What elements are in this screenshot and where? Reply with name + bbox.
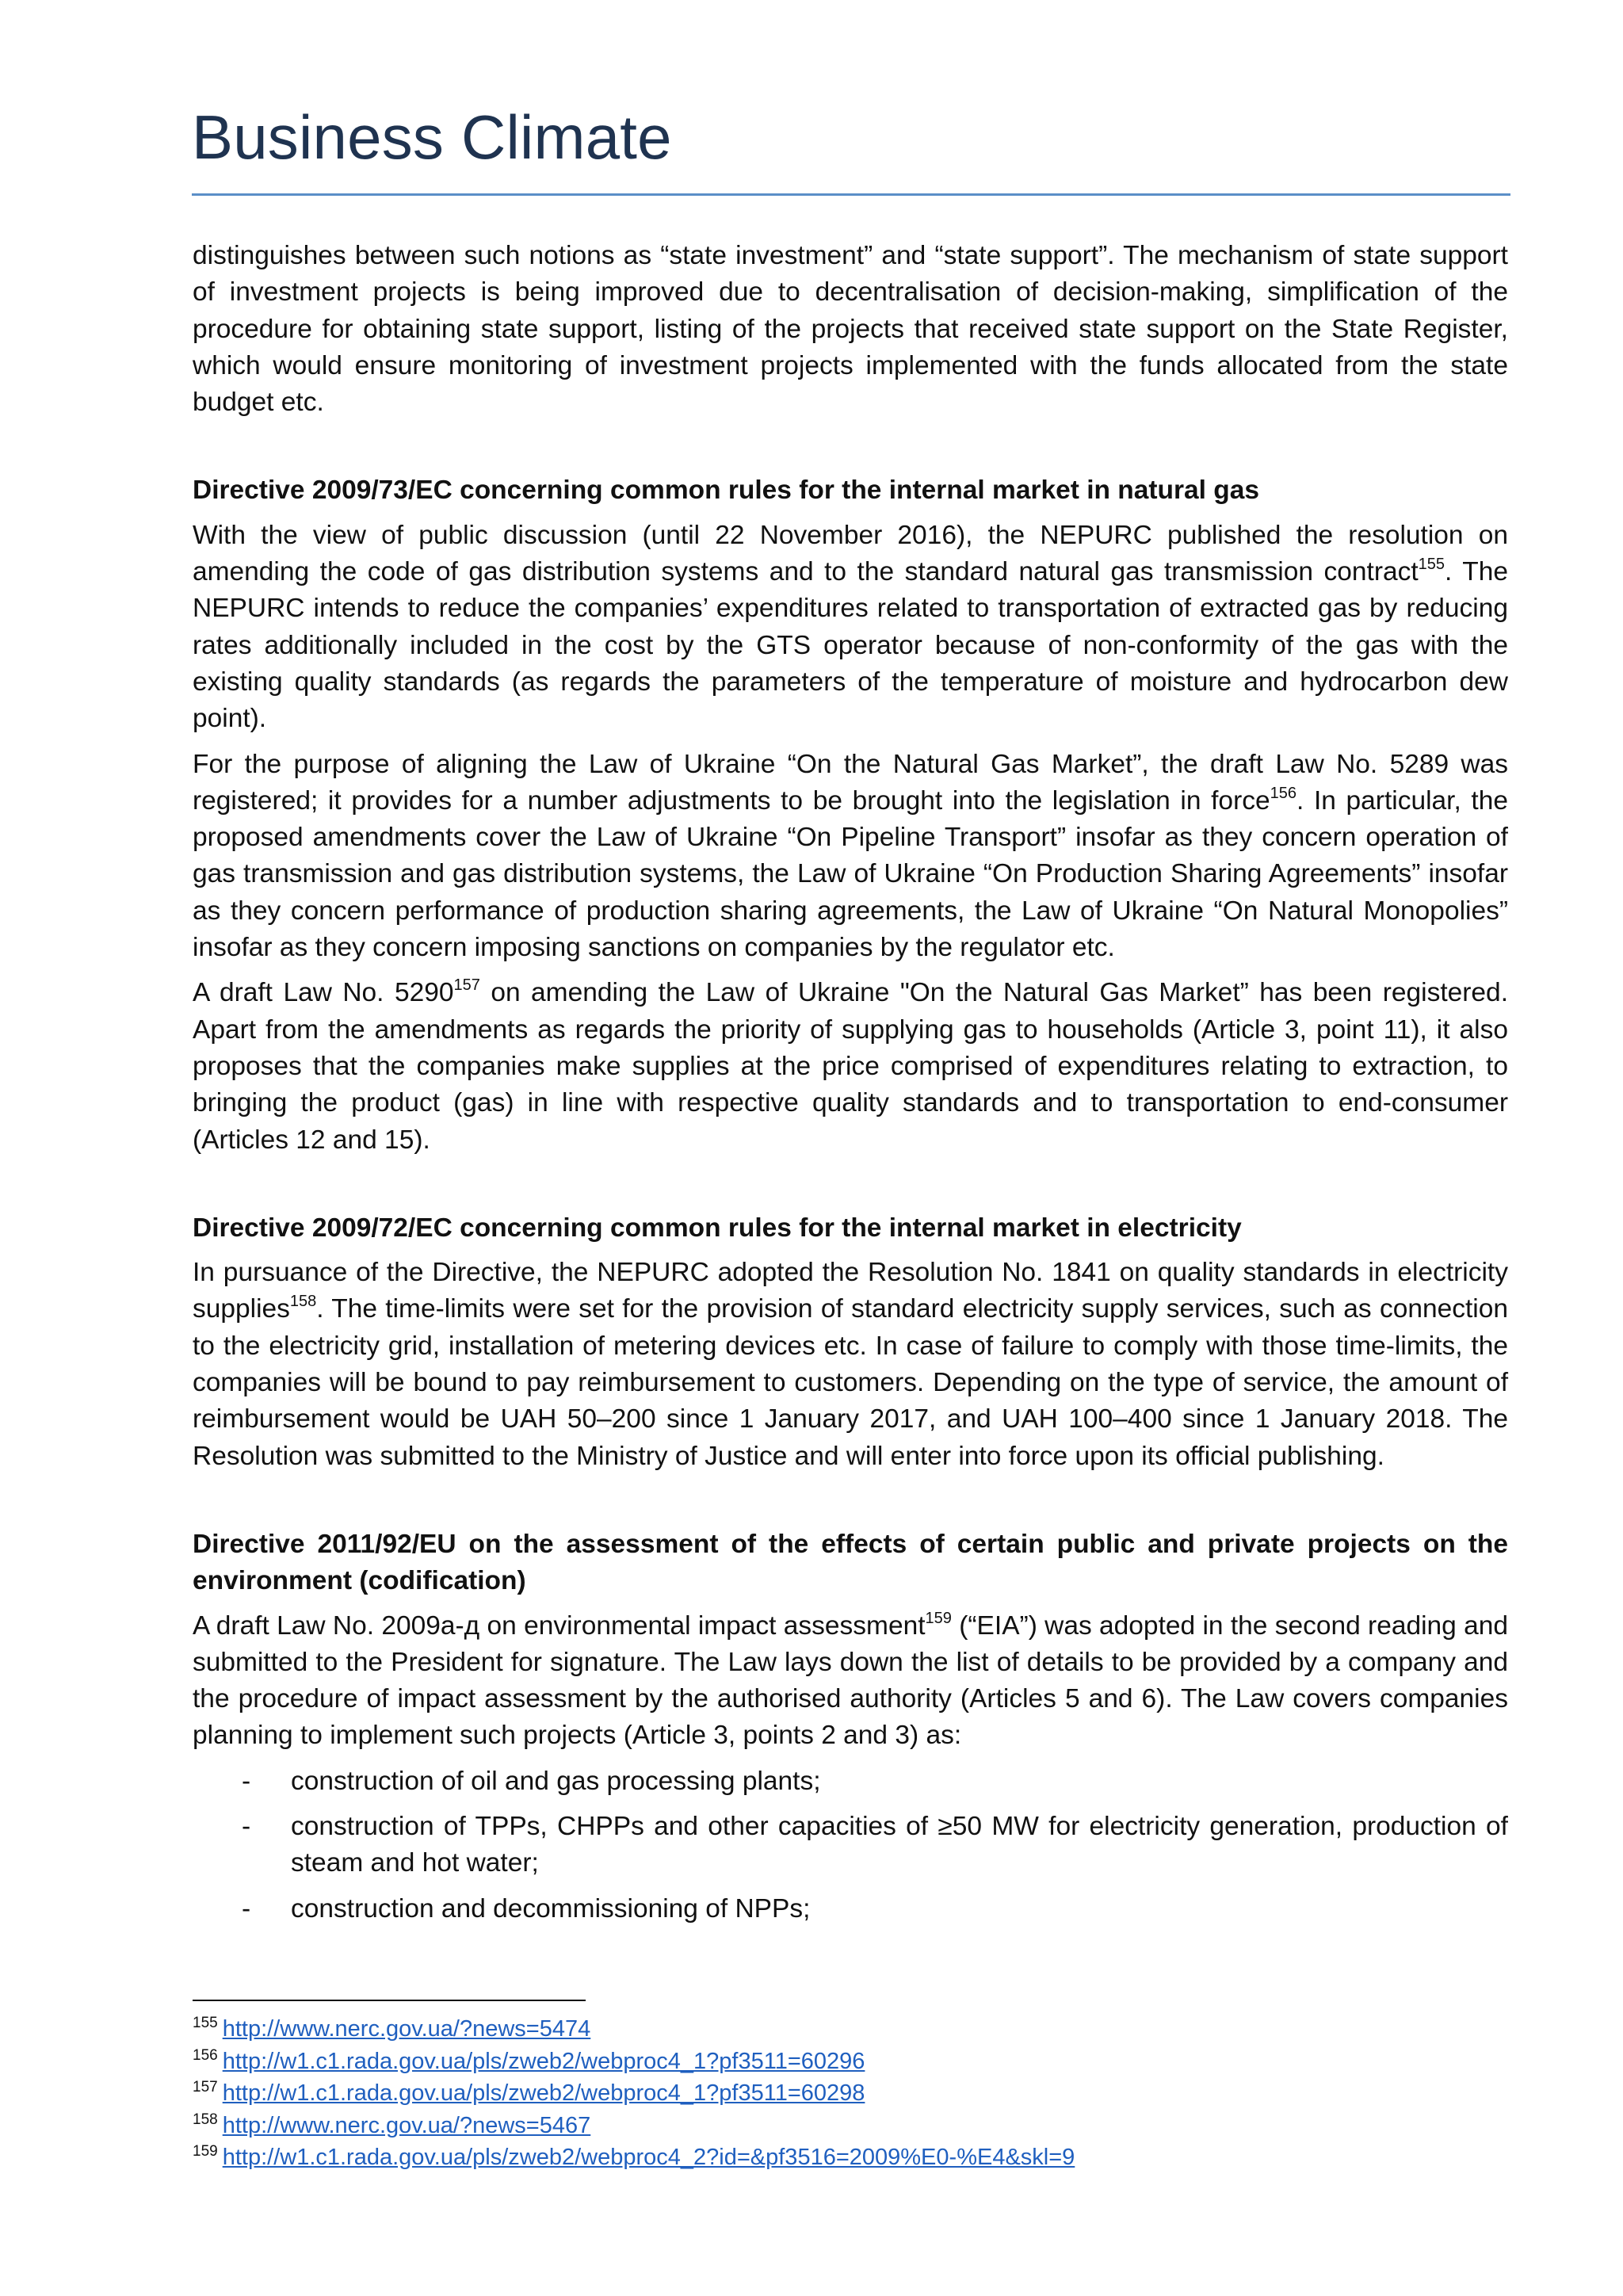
footnote-link[interactable]: http://w1.c1.rada.gov.ua/pls/zweb2/webproc4_2?id=&pf3516=2009%E0-%E4&skl=9 [222,2145,1075,2170]
list-item-text: construction of TPPs, CHPPs and other capacities of ≥50 MW for electricity generation, production of steam and hot water; [291,1811,1508,1878]
paragraph-text: . The NEPURC intends to reduce the companies’ expenditures related to transportation of extracted gas by reducing rates additionally included in the cost by the GTS operator because of non-conformity of the gas with the existing quality standards (as regards the parameters of the temperature of moisture and hydrocarbon dew point). [193,557,1508,734]
footnote-157 [193,2077,1508,2110]
footnote-number: 158 [193,2111,218,2128]
section-spacer [193,1167,1508,1210]
footnote-number: 156 [193,2046,218,2064]
footnote-155 [193,2013,1508,2046]
paragraph-text: (“EIA”) was adopted in the second reading and submitted to the President for signature. The Law lays down the list of details to be provided by a company and the procedure of impact assessment by the authorised authority (Articles 5 and 6). The Law covers companies planning to implement such projects (Article 3, points 2 and 3) as: [193,1610,1508,1751]
paragraph-resolution-1841 [193,1255,1508,1475]
dash-bullet: - [242,1766,251,1796]
footnote-link[interactable]: http://www.nerc.gov.ua/?news=5467 [222,2112,591,2138]
page-title: Business Climate [192,102,672,172]
section-spacer [193,430,1508,472]
paragraph-text: . The time-limits were set for the provision of standard electricity supply services, such as connection to the electricity grid, installation of metering devices etc. In case of failure to comply with those time-limits, the companies will be bound to pay reimbursement to customers. Depending on the type of service, the amount of reimbursement would be UAH 50–200 since 1 January 2017, and UAH 100–400 since 1 January 2018. The Resolution was submitted to the Ministry of Justice and will enter into force upon its official publishing. [193,1294,1508,1471]
footnote-number: 159 [193,2143,218,2160]
footnote-ref-155[interactable]: 155 [1418,556,1445,574]
footnote-ref-159[interactable]: 159 [925,1609,952,1627]
dash-bullet: - [242,1893,251,1924]
list-item [193,1809,1508,1882]
footnote-159 [193,2141,1508,2174]
list-item [193,1891,1508,1927]
paragraph-text: . In particular, the proposed amendments cover the Law of Ukraine “On Pipeline Transport” insofar as they concern operation of gas transmission and gas distribution systems, the Law of Ukraine “On Production Sharing Agreements” insofar as they concern performance of production sharing agreements, the Law of Ukraine “On Natural Monopolies” insofar as they concern imposing sanctions on companies by the regulator etc. [193,785,1508,963]
paragraph-nepurc-resolution [193,518,1508,738]
footnote-link[interactable]: http://www.nerc.gov.ua/?news=5474 [222,2016,591,2042]
intro-paragraph: distinguishes between such notions as “state investment” and “state support”. The mechanism of state support of investment projects is being improved due to decentralisation of decision-making, simplification of the procedure for obtaining state support, listing of the projects that received state support on the State Register, which would ensure monitoring of investment projects implemented with the funds allocated from the state budget etc. [193,241,1508,418]
footnotes [193,2013,1508,2174]
footnote-156 [193,2046,1508,2078]
paragraph-text: on amending the Law of Ukraine "On the Natural Gas Market” has been registered. Apart from the amendments as regards the priority of supplying gas to households (Article 3, point 11), it also proposes that the companies make supplies at the price comprised of expenditures relating to extraction, to bringing the product (gas) in line with respective quality standards and to transportation to end-consumer (Articles 12 and 15). [193,978,1508,1155]
list-item [193,1763,1508,1800]
paragraph-text: With the view of public discussion (until 22 November 2016), the NEPURC published the resolution on amending the code of gas distribution systems and to the standard natural gas transmission contract [193,520,1508,587]
list-item-text: construction and decommissioning of NPPs; [291,1893,811,1924]
footnote-link[interactable]: http://w1.c1.rada.gov.ua/pls/zweb2/webproc4_1?pf3511=60298 [222,2080,865,2106]
footnote-ref-158[interactable]: 158 [289,1293,317,1311]
footnote-number: 155 [193,2015,218,2031]
paragraph-draft-law-5289 [193,747,1508,967]
footnote-number: 157 [193,2079,218,2095]
paragraph-text: A draft Law No. 2009а-д on environmental impact assessment [193,1610,926,1641]
paragraph-text: In pursuance of the Directive, the NEPURC adopted the Resolution No. 1841 on quality standards in electricity supplies [193,1258,1508,1324]
dash-bullet: - [242,1811,251,1841]
section-heading-natural-gas: Directive 2009/73/EC concerning common rules for the internal market in natural gas [193,476,1260,506]
footnote-separator [193,2000,586,2001]
project-list [193,1763,1508,1927]
section-heading-environment: Directive 2011/92/EU on the assessment of the effects of certain public and private projects on the environment (codification) [193,1529,1508,1596]
paragraph-text: A draft Law No. 5290 [193,978,454,1008]
section-spacer [193,1484,1508,1526]
document-body [193,238,1508,1936]
header-divider [192,193,1510,196]
footnote-158 [193,2110,1508,2142]
paragraph-eia-law [193,1608,1508,1755]
footnote-link[interactable]: http://w1.c1.rada.gov.ua/pls/zweb2/webproc4_1?pf3511=60296 [222,2048,865,2074]
paragraph-text: For the purpose of aligning the Law of Ukraine “On the Natural Gas Market”, the draft Law No. 5289 was registered; it provides for a number adjustments to be brought into the legislation in force [193,749,1508,816]
footnote-ref-157[interactable]: 157 [453,976,480,995]
paragraph-draft-law-5290 [193,975,1508,1158]
list-item-text: construction of oil and gas processing plants; [291,1766,821,1796]
section-heading-electricity: Directive 2009/72/EC concerning common rules for the internal market in electricity [193,1213,1242,1243]
footnote-ref-156[interactable]: 156 [1270,784,1296,802]
